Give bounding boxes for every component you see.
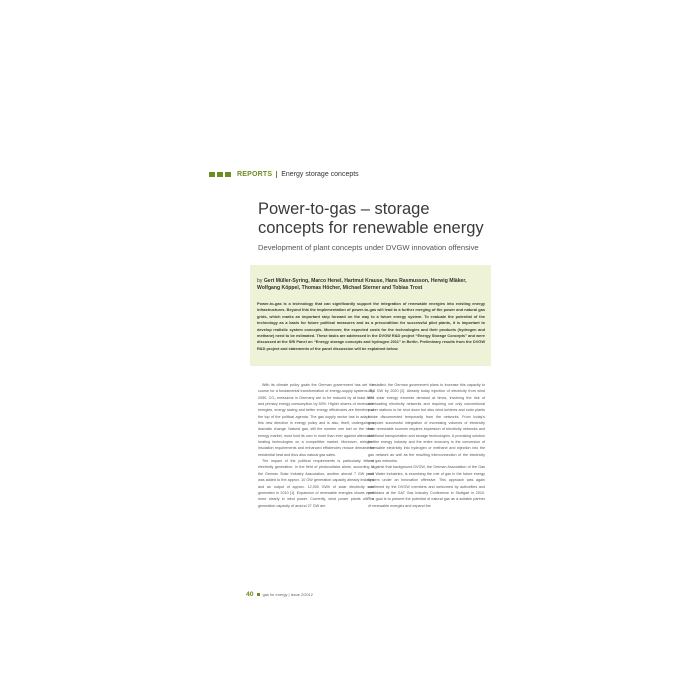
section-divider xyxy=(276,171,277,178)
authors-line-1: Gert Müller-Syring, Marco Henel, Hartmut Krause, Hans Rasmusson, Herwig Mläker, xyxy=(263,278,467,284)
journal-name: gas for energy | Issue 2/2012 xyxy=(262,591,313,597)
footer-square-icon xyxy=(257,593,260,596)
body-paragraph: installed; the German government plans to increase this capacity to 45.8 GW by 2020 [2]. Already today injection of electricity from wind and solar energy exceeds demand at times, involving the risk of overloading electricity networks and requiring not only conventional power stations to be shut down but also wind turbines and solar plants to be disconnected temporarily from the networks. From today’s viewpoint successful integration of increasing volumes of electricity from renewable sources requires expansion of electricity networks and additional transportation and storage technologies. A promising solution for the energy industry and the entire economy is the conversion of renewable electricity into hydrogen or methane and injection into the gas network as well as the resulting interconnection of the electricity and gas networks. xyxy=(368,383,485,464)
article-title xyxy=(258,200,558,238)
body-paragraph: Against that background DVGW, the German Association of the Gas and Water Industries, is examining the role of gas in the future energy system under an innovation offensive. This approach was again confirmed by the DVGW members and welcomed by authorities and politicians at the GAT Gas Industry Conference in Stuttgart in 2010. The goal is to present the potential of natural gas as a suitable partner of renewable energies and expand the xyxy=(368,465,485,508)
authors-prefix: by xyxy=(257,278,263,284)
body-column-1 xyxy=(258,382,374,509)
section-topic: Energy storage concepts xyxy=(281,170,359,178)
authors-line-2: Wolfgang Köppel, Thomas Höcher, Michael Sterner and Tobias Trost xyxy=(257,285,423,292)
body-column-2 xyxy=(368,382,485,509)
page-number: 40 xyxy=(246,590,254,598)
section-header xyxy=(209,168,359,180)
body-paragraph: With its climate policy goals the German government has set the course for a fundamental transformation of energy-supply systems. By 2050, CO₂ emissions in Germany are to be reduced by at least 80% and primary energy consumption by 50%. Higher shares of renewable energies, energy saving and better energy efficiencies are therefore at the top of the political agenda. The gas supply sector has to adapt to this new direction in energy policy and is also, itself, undergoing a dramatic change. Natural gas, still the number one fuel on the heat-energy market, must hold its own in more than ever against alternative heating technologies on a competitive market. Moreover, stringent insulation requirements and enhanced efficiencies reduce demand for residential heat and thus also natural gas sales. xyxy=(258,383,374,457)
body-paragraph: The impact of the political requirements is particularly felt in electricity generation. In the field of photovoltaics alone, according to the German Solar Industry Association, another almost 7 GW peak was added to the approx. 10 GW generation capacity already installed and an output of approx. 12,000 GWh of solar electricity was generated in 2010 [1]. Expansion of renewable energies shows even more clearly in wind power. Currently, wind power plants with a generation capacity of around 27 GW are xyxy=(258,459,374,508)
article-subtitle: Development of plant concepts under DVGW innovation offensive xyxy=(258,243,479,252)
abstract-box xyxy=(250,265,491,366)
section-square-icon xyxy=(217,172,223,177)
title-line-1: Power-to-gas – storage xyxy=(258,200,430,218)
author-list xyxy=(257,278,485,292)
section-square-icon xyxy=(209,172,215,177)
section-label: REPORTS xyxy=(237,170,273,178)
title-line-2: concepts for renewable energy xyxy=(258,219,484,237)
abstract-text: Power-to-gas is a technology that can significantly support the integration of renewable energies into existing energy infrastructures. Beyond this the implementation of power-to-gas will lead to a further merging of the power and natural gas grids, which marks an important step forward on the way to a future energy system. To evaluate the potential of the technology as a basis for future political measures and as a precondition for successful pilot plants, it is important to develop realistic system concepts. Moreover, the expected costs for the technologies and their products (hydrogen and methane) need to be estimated. These tasks are addressed in the DVGW R&D project “Energy Storage Concepts” and were discussed at the SRI Panel on “Energy storage concepts and hydrogen 2011” in Berlin. Preliminary results from the DVGW R&D project and statements of the panel discussion will be explained below. xyxy=(257,301,485,351)
page-footer xyxy=(246,590,313,598)
section-square-icon xyxy=(225,172,231,177)
